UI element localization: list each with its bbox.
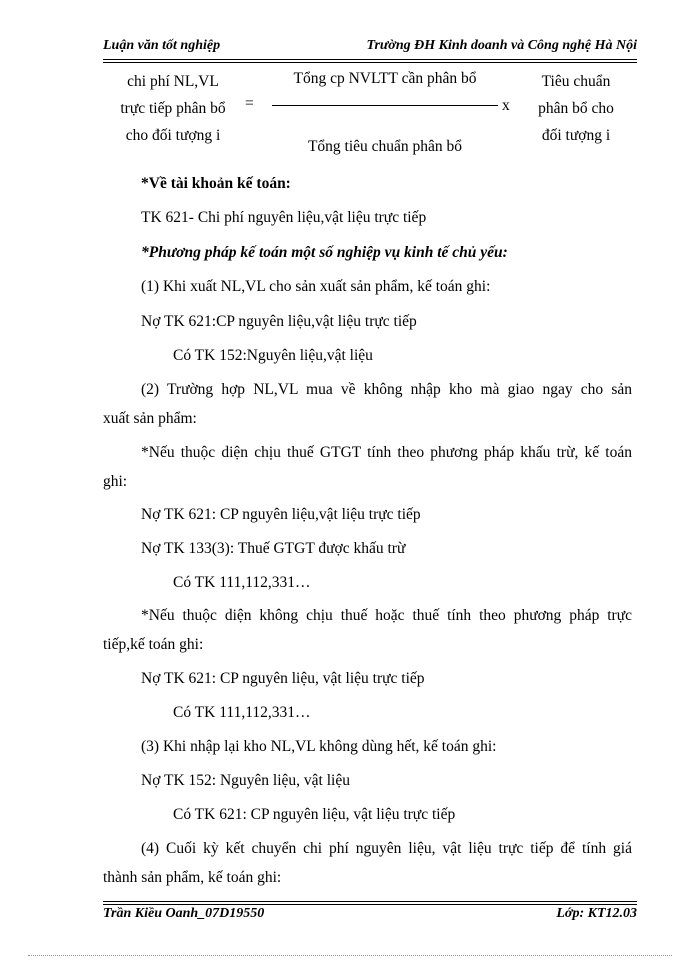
paragraph-case-4-line1: (4) Cuối kỳ kết chuyển chi phí nguyên liệu, vật liệu trực tiếp để tính giá (141, 840, 632, 857)
entry-debit: Nợ TK 621:CP nguyên liệu,vật liệu trực tiếp (141, 313, 417, 330)
paragraph-case-4-line2: thành sản phẩm, kế toán ghi: (103, 869, 282, 886)
formula-left-line: chi phí NL,VL (127, 73, 219, 90)
header-rule (103, 59, 637, 60)
header-rule-secondary (103, 62, 637, 63)
formula-left-line: cho đối tượng i (125, 127, 221, 144)
formula-left-term (100, 68, 246, 149)
entry-credit: Có TK 152:Nguyên liệu,vật liệu (173, 347, 373, 364)
paragraph-tk621: TK 621- Chi phí nguyên liệu,vật liệu trực tiếp (141, 209, 427, 226)
paragraph-direct-line1: *Nếu thuộc diện không chịu thuế hoặc thuế tính theo phương pháp trực (141, 607, 632, 624)
header-university: Trường ĐH Kinh doanh và Công nghệ Hà Nội (366, 38, 637, 53)
footer-rule-secondary (103, 904, 637, 905)
entry-debit: Nợ TK 621: CP nguyên liệu,vật liệu trực tiếp (141, 506, 421, 523)
entry-debit: Nợ TK 621: CP nguyên liệu, vật liệu trực tiếp (141, 670, 425, 687)
paragraph-deductible-line2: ghi: (103, 473, 128, 490)
formula-right-line: phân bổ cho (538, 100, 614, 117)
formula-numerator: Tổng cp NVLTT cần phân bổ (293, 70, 477, 87)
formula-times: x (502, 97, 510, 114)
paragraph-direct-line2: tiếp,kế toán ghi: (103, 636, 204, 653)
formula-equals: = (245, 95, 254, 112)
heading-account: *Về tài khoản kế toán: (141, 175, 291, 192)
header-thesis-title: Luận văn tốt nghiệp (103, 38, 221, 53)
page-break-divider (28, 955, 672, 956)
entry-credit: Có TK 621: CP nguyên liệu, vật liệu trực tiếp (173, 806, 456, 823)
entry-credit: Có TK 111,112,331… (173, 574, 311, 591)
formula-left-line: trực tiếp phân bổ (120, 100, 226, 117)
entry-credit: Có TK 111,112,331… (173, 704, 311, 721)
paragraph-case-3: (3) Khi nhập lại kho NL,VL không dùng hết, kế toán ghi: (141, 738, 497, 755)
formula-right-term (518, 68, 634, 149)
entry-debit: Nợ TK 152: Nguyên liệu, vật liệu (141, 772, 350, 789)
paragraph-deductible-line1: *Nếu thuộc diện chịu thuế GTGT tính theo phương pháp khấu trừ, kế toán (141, 444, 632, 461)
paragraph-case-1: (1) Khi xuất NL,VL cho sản xuất sản phẩm, kế toán ghi: (141, 278, 491, 295)
footer-rule (103, 901, 637, 902)
page-footer (103, 906, 637, 926)
heading-method: *Phương pháp kế toán một số nghiệp vụ kinh tế chủ yếu: (141, 244, 508, 261)
paragraph-case-2-line2: xuất sản phẩm: (103, 410, 197, 427)
paragraph-case-2-line1: (2) Trường hợp NL,VL mua về không nhập kho mà giao ngay cho sản (141, 381, 632, 398)
footer-class: Lớp: KT12.03 (556, 906, 637, 921)
footer-author: Trần Kiều Oanh_07D19550 (103, 906, 265, 921)
formula-fraction-line (272, 105, 498, 106)
entry-debit: Nợ TK 133(3): Thuế GTGT được khấu trừ (141, 540, 406, 557)
formula-right-line: đối tượng i (541, 127, 611, 144)
page-header (103, 38, 637, 58)
formula-right-line: Tiêu chuẩn (541, 73, 611, 90)
formula-denominator: Tổng tiêu chuẩn phân bổ (307, 138, 463, 155)
